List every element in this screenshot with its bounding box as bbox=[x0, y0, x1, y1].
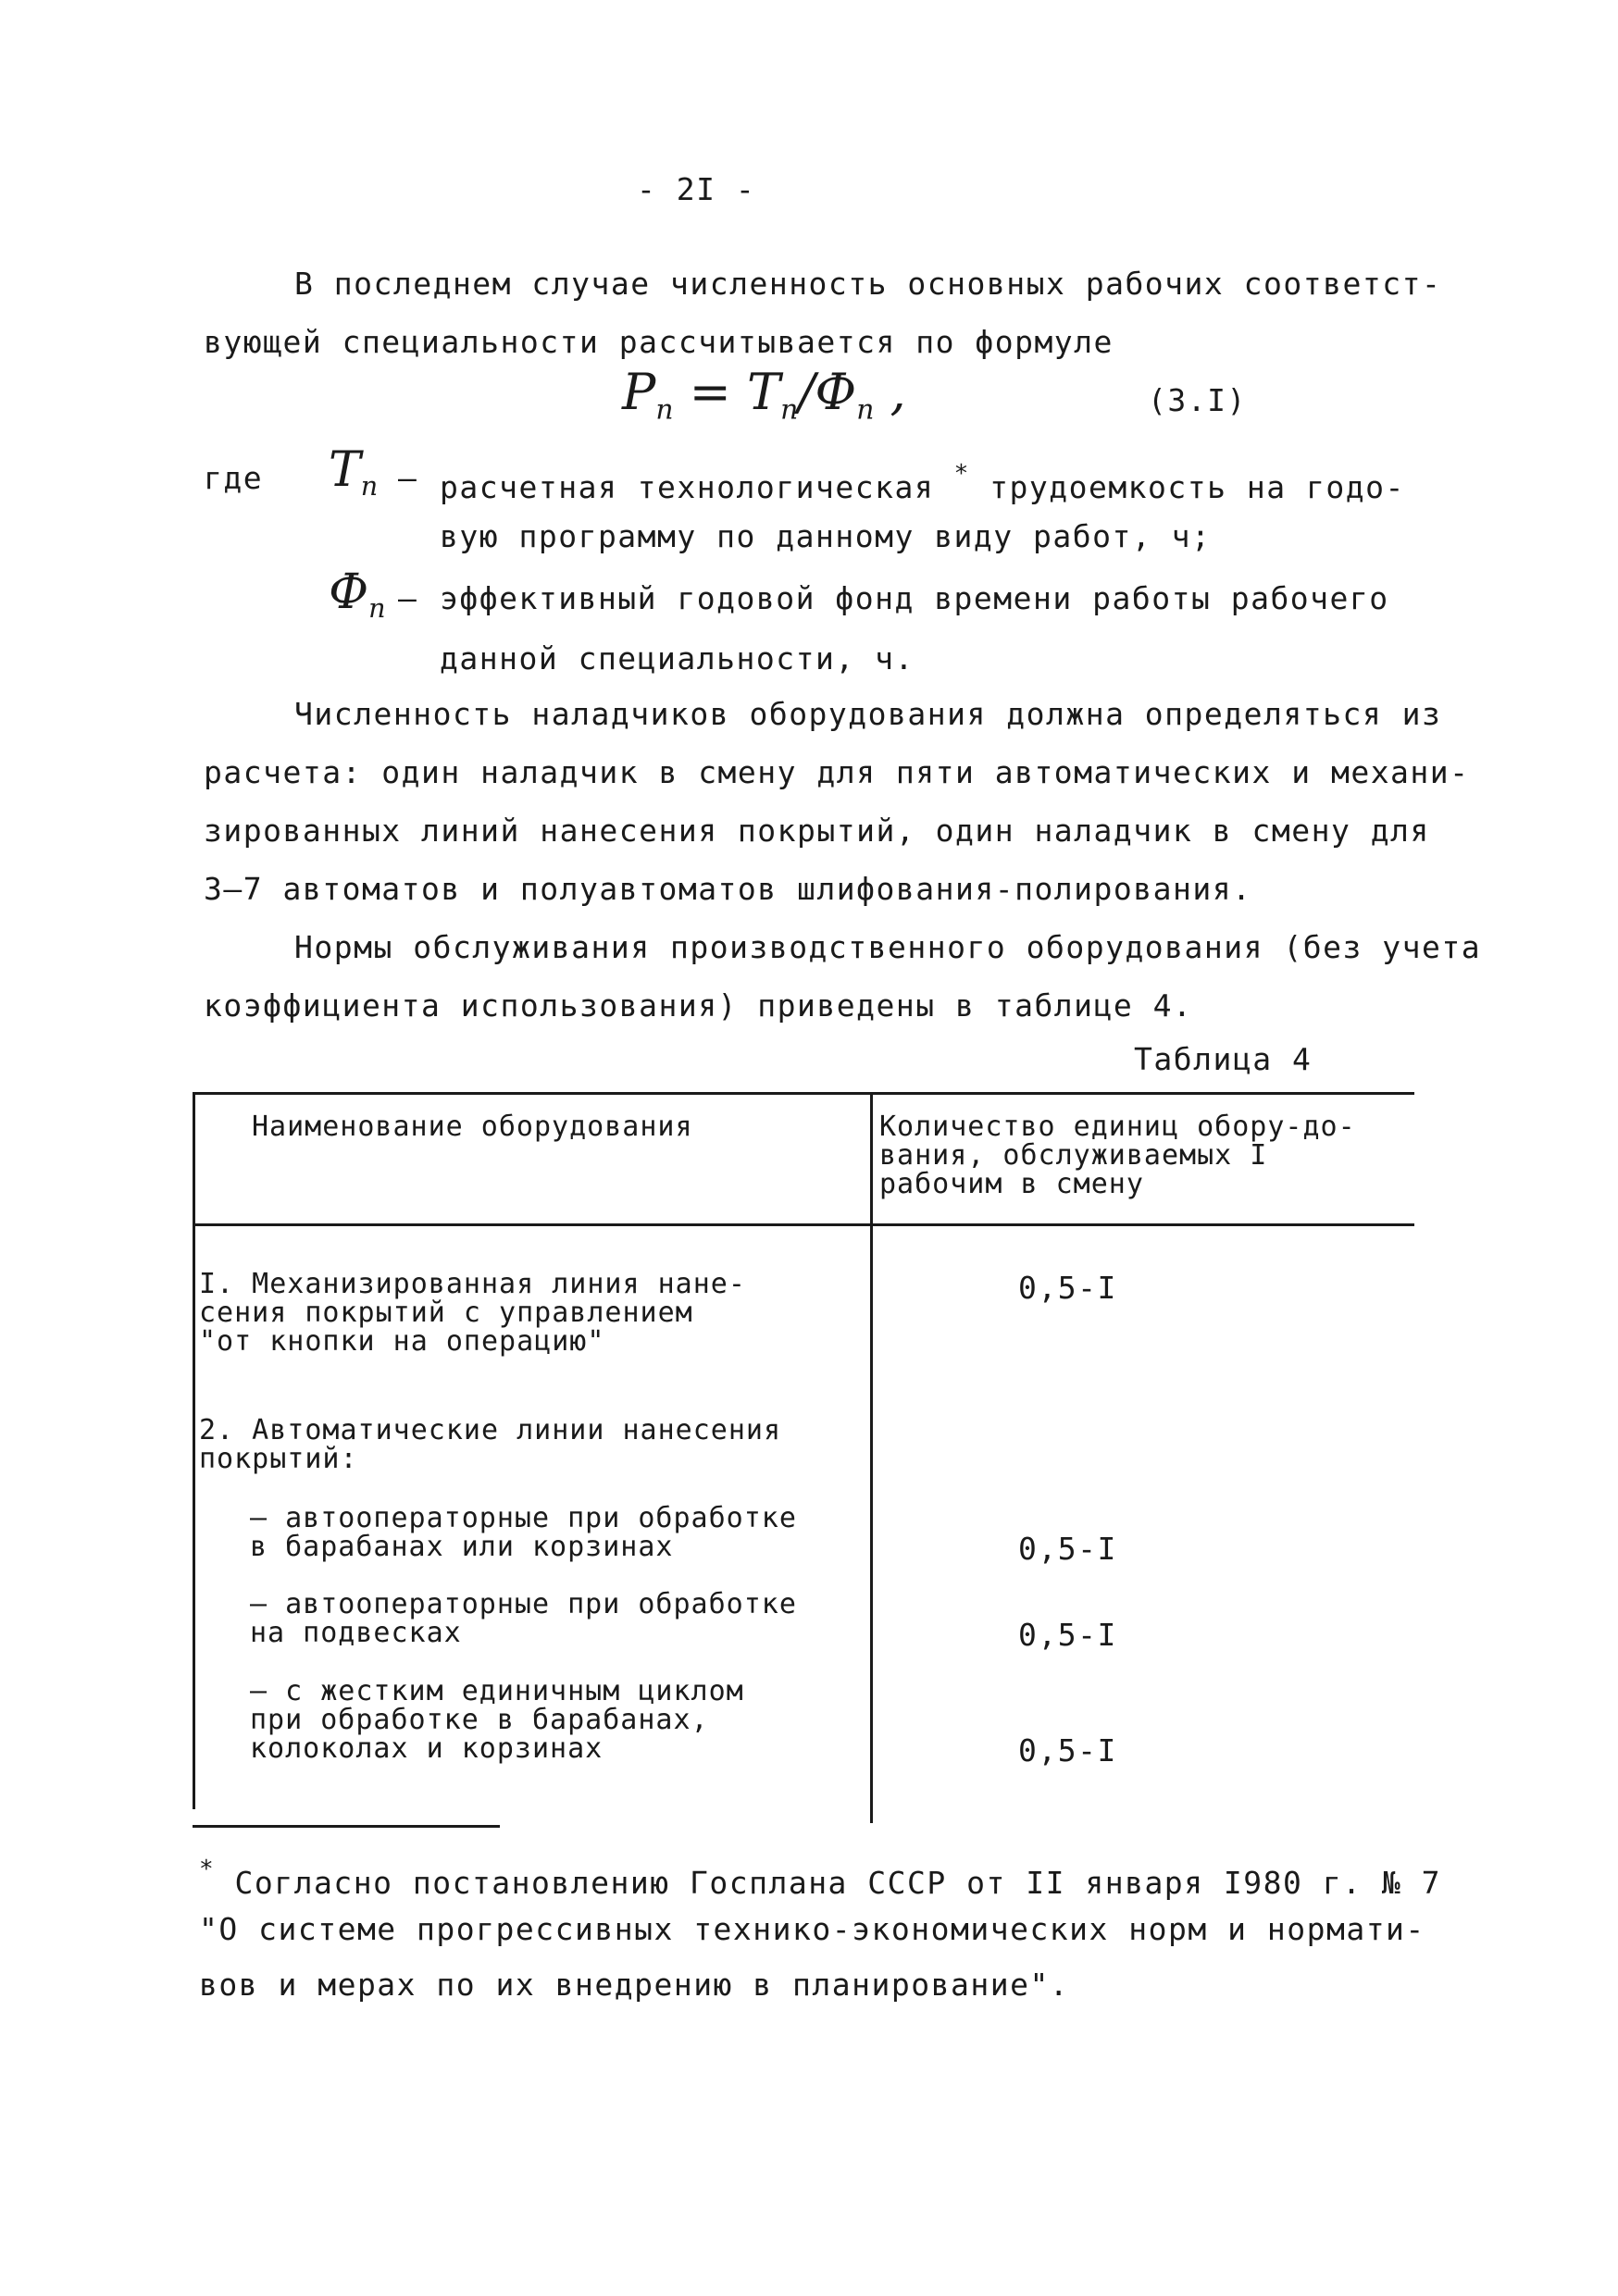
footnote-separator bbox=[193, 1825, 500, 1828]
symbol-tn: $T_n$ bbox=[329, 442, 379, 502]
formula-number: (3.I) bbox=[1148, 382, 1247, 418]
fn-definition-line-2: данной специальности, ч. bbox=[440, 640, 915, 676]
fn-dash: – bbox=[398, 580, 418, 616]
table-row-1-value: 0,5-I bbox=[1018, 1270, 1117, 1306]
tn-dash: – bbox=[398, 460, 418, 496]
tn-definition-line-1: расчетная технологическая * трудоемкость на годо- bbox=[440, 460, 1405, 506]
table-subrow-2-value: 0,5-I bbox=[1018, 1617, 1117, 1653]
footnote-line-3: вов и мерах по их внедрению в планирование". bbox=[199, 1967, 1070, 2003]
table-left-border bbox=[193, 1092, 195, 1809]
tn-definition-line-2: вую программу по данному виду работ, ч; bbox=[440, 518, 1212, 554]
para2-line-2: расчета: один наладчик в смену для пяти автоматических и механи- bbox=[204, 754, 1470, 790]
table-row-2-heading: 2. Автоматические линии нанесения покрытий: bbox=[199, 1414, 782, 1475]
table-subrow-3-value: 0,5-I bbox=[1018, 1732, 1117, 1769]
table-header-quantity: Количество единиц обору-до- вания, обслуживаемых I рабочим в смену bbox=[879, 1111, 1356, 1200]
where-word: где bbox=[204, 460, 264, 496]
table-caption: Таблица 4 bbox=[1134, 1041, 1313, 1077]
symbol-fn: $Ф_n$ bbox=[329, 565, 386, 624]
para3-line-2: коэффициента использования) приведены в таблице 4. bbox=[204, 987, 1193, 1024]
intro-line-2: вующей специальности рассчитывается по формуле bbox=[204, 324, 1114, 360]
formula-lhs: $P_n$ bbox=[622, 363, 674, 427]
table-header-equipment: Наименование оборудования bbox=[252, 1111, 693, 1143]
formula-numerator: $T_n$ bbox=[747, 363, 799, 427]
footnote-mark: * bbox=[199, 1855, 216, 1883]
para2-line-4: 3–7 автоматов и полуавтоматов шлифования-полирования. bbox=[204, 871, 1252, 907]
table-subrow-3-name: – с жестким единичным циклом при обработке в барабанах, колоколах и корзинах bbox=[250, 1675, 744, 1765]
footnote-line-2: "О системе прогрессивных технико-экономических норм и нормати- bbox=[199, 1911, 1425, 1947]
formula bbox=[622, 363, 906, 426]
para3-line-1: Нормы обслуживания производственного оборудования (без учета bbox=[294, 929, 1482, 965]
intro-line-1: В последнем случае численность основных рабочих соответст- bbox=[294, 266, 1442, 302]
footnote-line-1: * Согласно постановлению Госплана СССР от II января I980 г. № 7 bbox=[199, 1855, 1441, 1902]
table-subrow-1-value: 0,5-I bbox=[1018, 1531, 1117, 1567]
table-subrow-2-name: – автооператорные при обработке на подвесках bbox=[250, 1588, 797, 1649]
para2-line-3: зированных линий нанесения покрытий, один наладчик в смену для bbox=[204, 813, 1430, 849]
table-column-divider bbox=[870, 1092, 873, 1823]
table-top-border bbox=[193, 1092, 1414, 1095]
formula-comma: , bbox=[874, 363, 906, 421]
formula-slash: / bbox=[798, 363, 815, 421]
table-header-divider bbox=[193, 1223, 1414, 1226]
formula-denominator: $Ф_n$ bbox=[815, 363, 875, 427]
para2-line-1: Численность наладчиков оборудования должна определяться из bbox=[294, 696, 1442, 732]
footnote-marker: * bbox=[953, 460, 970, 488]
table-row-1-name: I. Механизированная линия нане- сения покрытий с управлением "от кнопки на операцию" bbox=[199, 1268, 746, 1358]
page-number: - 2I - bbox=[637, 171, 756, 207]
fn-definition-line-1: эффективный годовой фонд времени работы рабочего bbox=[440, 580, 1389, 616]
formula-equals: = bbox=[673, 363, 748, 421]
table-subrow-1-name: – автооператорные при обработке в барабанах или корзинах bbox=[250, 1502, 797, 1563]
